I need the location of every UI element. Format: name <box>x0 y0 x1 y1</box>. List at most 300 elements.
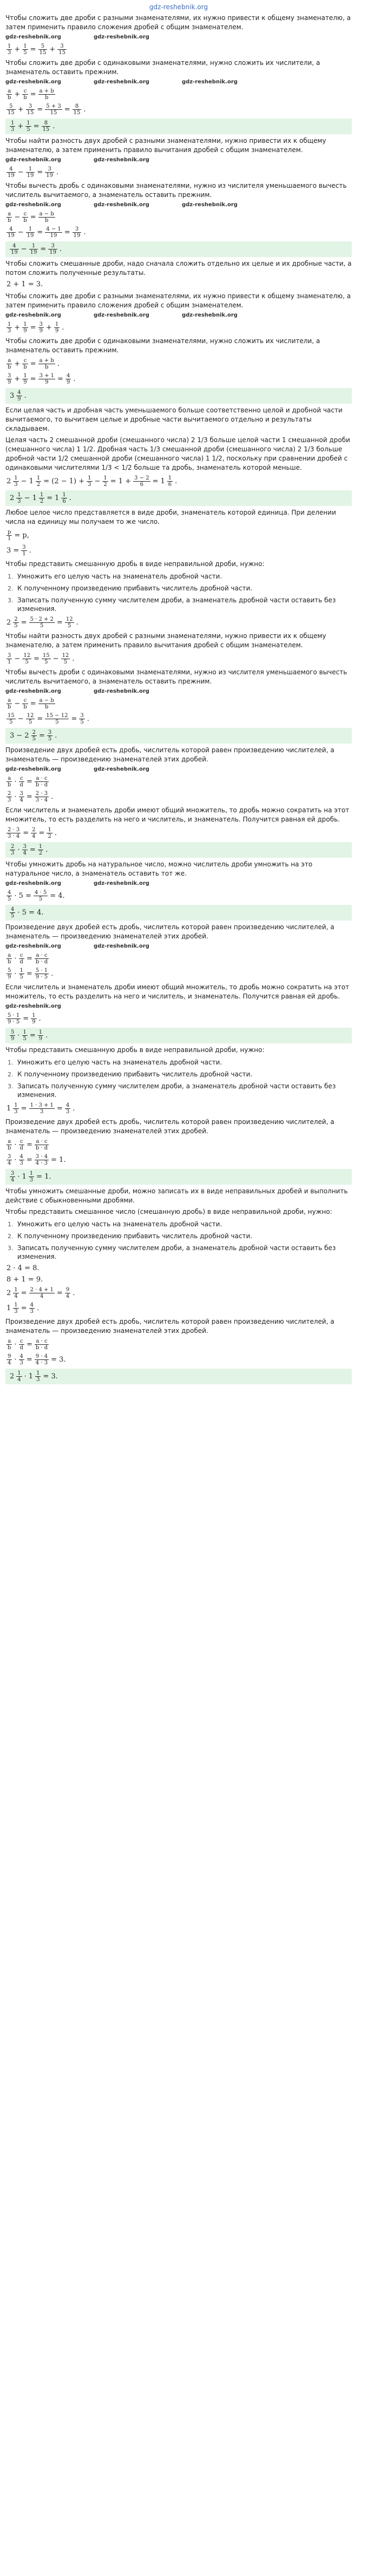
formula-text: = <box>21 619 27 627</box>
formula-text: = <box>21 1304 27 1312</box>
formula-text: = <box>37 106 43 114</box>
rule-paragraph: Чтобы вычесть дроби с одинаковыми знаменателями, нужно из числителя уменьшаемого вычесть числитель вычитаемого, а знаменатель оставить прежним. <box>5 668 347 685</box>
formula-text: − <box>24 494 30 502</box>
fraction <box>10 243 19 255</box>
denominator: 5 <box>11 913 15 919</box>
numerator: a <box>6 1139 12 1145</box>
numerator: a − b <box>39 698 54 704</box>
formula-text: − <box>17 168 24 176</box>
fraction <box>22 844 28 856</box>
numerator: 3 <box>23 844 27 850</box>
formula-text: . <box>76 619 78 627</box>
step-item: 2. К полученному произведению прибавить числитель дробной части. <box>15 1232 352 1240</box>
rule-paragraph: Чтобы представить смешанное число (смешанную дробь) в виде неправильной дроби, нужно: <box>5 1208 332 1215</box>
denominator: b <box>23 364 27 370</box>
formula-text: − <box>21 477 27 485</box>
formula-text: . <box>55 732 57 740</box>
numerator: a <box>6 1338 12 1345</box>
fraction <box>6 713 16 725</box>
fraction <box>35 1353 49 1366</box>
rule-paragraph: Чтобы сложить две дроби с разными знаменателями, их нужно привести к общему знаменателю, а затем применить правило сложения дробей с общим знаменателем. <box>5 14 351 31</box>
formula-text: + <box>45 324 52 332</box>
numerator: a <box>6 952 12 959</box>
answer-formula <box>5 490 352 506</box>
formula-line <box>5 1264 352 1273</box>
fraction <box>13 475 18 488</box>
fraction <box>133 475 150 488</box>
fraction <box>31 827 36 839</box>
fraction <box>6 698 12 710</box>
denominator: 9 · 5 <box>35 974 48 980</box>
formula-text: − <box>14 213 21 221</box>
numerator: c <box>22 698 28 704</box>
denominator: 4 <box>8 1160 11 1166</box>
numerator: 4 <box>19 1353 23 1359</box>
denominator: 19 <box>8 233 15 239</box>
formula-text: · <box>14 1141 17 1149</box>
denominator: 9 <box>8 974 11 980</box>
fraction <box>42 120 51 133</box>
formula-text: 1 <box>160 477 165 485</box>
fraction <box>6 968 12 980</box>
formula-text: + <box>14 324 21 332</box>
watermark-line <box>5 1003 352 1010</box>
fraction <box>48 243 57 255</box>
formula-text: − <box>17 715 24 723</box>
fraction <box>19 1338 24 1351</box>
denominator: b <box>8 704 11 710</box>
fraction <box>16 492 22 504</box>
denominator: 2 <box>48 833 51 839</box>
denominator: 3 <box>11 127 15 133</box>
formula-line <box>5 713 352 725</box>
numerator: 2 <box>32 827 36 833</box>
numerator: 2 <box>14 616 18 622</box>
rule-paragraph: Целая часть 2 смешанной дроби (смешанного числа) 2 1/3 больше целой части 1 смешанной дроби (смешанного числа) 1 1/2. Дробная часть 1/3 смешанной дроби (смешанного числа) 2 1/3 больше дробной части 1/2 смешанной дроби (смешанного числа) 1 1/2, поскольку при сравнении дробей с одинаковыми числителями 1/3 < 1/2 больше та дробь, знаменатель которой меньше. <box>5 436 350 471</box>
numerator: 4 <box>65 1102 70 1108</box>
numerator: 1 <box>29 243 38 249</box>
watermark-line <box>5 880 352 887</box>
denominator: 4 · 3 <box>35 1360 48 1366</box>
denominator: 9 <box>39 328 43 334</box>
answer-formula <box>5 728 352 744</box>
formula-text: 2 + 1 = 3. <box>6 280 43 288</box>
formula-text: = <box>37 168 43 176</box>
fraction <box>38 211 55 224</box>
fraction <box>65 1287 70 1299</box>
fraction <box>79 713 84 725</box>
formula-text: − <box>21 245 27 253</box>
formula-text: · <box>14 955 17 963</box>
numerator: 3 <box>73 226 82 233</box>
formula-text: = <box>34 655 40 663</box>
numerator: 2 <box>32 730 36 735</box>
denominator: 15 <box>58 50 65 56</box>
denominator: 5 <box>48 736 52 742</box>
numerator: 1 <box>62 492 66 498</box>
fraction <box>42 653 51 665</box>
numerator: c <box>19 1338 24 1345</box>
numerator: 1 <box>14 1102 18 1108</box>
fraction <box>13 1287 18 1299</box>
fraction <box>6 1139 12 1151</box>
denominator: b <box>44 218 49 224</box>
formula-line <box>5 776 352 788</box>
formula-text: = <box>47 494 53 502</box>
numerator: 1 <box>168 475 172 481</box>
denominator: 15 <box>42 127 50 133</box>
denominator: 15 <box>50 110 57 116</box>
numerator: 4 − 1 <box>46 226 61 232</box>
fraction <box>6 103 16 116</box>
formula-text: . <box>29 547 31 555</box>
numerator: 1 <box>23 43 27 49</box>
denominator: b · d <box>35 1345 48 1351</box>
denominator: 5 <box>63 659 68 665</box>
answer-formula <box>5 905 352 921</box>
fraction <box>10 1171 15 1183</box>
answer-formula <box>5 241 352 257</box>
denominator: 2 <box>36 482 41 488</box>
numerator: 3 <box>26 103 35 110</box>
fraction <box>6 1154 12 1166</box>
numerator: p <box>8 529 11 535</box>
numerator: c <box>19 1139 24 1145</box>
numerator: 1 <box>14 475 18 481</box>
numerator: 4 <box>19 1154 23 1160</box>
formula-line <box>5 166 352 179</box>
rule-paragraph: Если числитель и знаменатель дроби имеют общий множитель, то дробь можно сократить на этот множитель, то есть разделить на него и числитель, и знаменатель. Получится равная ей дробь. <box>5 983 350 1000</box>
numerator: 3 <box>45 166 54 173</box>
formula-text: = <box>30 360 36 368</box>
denominator: 19 <box>30 249 37 255</box>
numerator: 1 <box>38 1029 43 1035</box>
formula-text: = <box>37 228 43 236</box>
numerator: 3 <box>39 321 43 327</box>
formula-text: · <box>14 793 17 801</box>
numerator: a · c <box>35 776 49 782</box>
denominator: 3 <box>11 850 15 856</box>
denominator: 5 <box>38 896 43 902</box>
formula-text: − <box>52 655 59 663</box>
formula-text: = <box>21 1289 27 1297</box>
denominator: b <box>8 782 11 788</box>
denominator: b <box>44 704 49 710</box>
fraction <box>6 952 12 965</box>
formula-text: = 3. <box>51 1356 66 1364</box>
denominator: b <box>23 218 27 224</box>
rule-paragraph: Чтобы представить смешанную дробь в виде неправильной дроби, нужно: <box>5 1046 265 1054</box>
formula-text: = <box>30 700 36 708</box>
formula-line <box>5 544 352 557</box>
formula-text: = 3. <box>43 1372 58 1381</box>
denominator: 4 <box>65 1293 70 1299</box>
formula-text: · <box>17 846 20 854</box>
numerator: 5 · 1 <box>35 968 48 974</box>
denominator: b · d <box>35 782 48 788</box>
formula-text: . <box>73 1289 75 1297</box>
formula-text: = <box>38 829 45 837</box>
denominator: d <box>19 782 23 788</box>
fraction <box>22 43 28 56</box>
formula-line <box>5 529 352 542</box>
numerator: a + b <box>39 88 54 94</box>
numerator: 2 · 3 <box>8 827 20 833</box>
numerator: 3 <box>22 544 26 550</box>
site-header[interactable]: gdz-reshebnik.org <box>149 3 208 11</box>
formula-text: . <box>36 1304 40 1312</box>
fraction <box>45 103 62 116</box>
formula-text: = <box>33 122 40 130</box>
formula-text: − <box>94 477 101 485</box>
rule-paragraph: Чтобы вычесть дробь с одинаковыми знаменателями, нужно из числителя уменьшаемого вычесть числитель вычитаемого, а знаменатель оставить прежним. <box>5 182 347 199</box>
watermark: gdz-reshebnik.org <box>5 1003 61 1009</box>
formula-text: = <box>26 970 32 978</box>
formula-text: 1 <box>22 1173 27 1181</box>
denominator: 4 · 3 <box>35 1160 48 1166</box>
formula-text: . <box>57 360 60 368</box>
fraction <box>22 321 28 334</box>
fraction <box>19 952 24 965</box>
fraction <box>38 698 55 710</box>
formula-text: = p, <box>14 531 29 540</box>
fraction <box>6 890 12 902</box>
numerator: 1 <box>23 373 27 379</box>
numerator: 1 <box>55 321 59 327</box>
formula-text: + <box>17 122 24 130</box>
step-item: 3. Записать полученную сумму числителем дроби, а знаменатель дробной части оставить без изменения. <box>15 1082 352 1099</box>
watermark: gdz-reshebnik.org <box>93 79 149 85</box>
formula-text: 2 <box>24 732 29 740</box>
numerator: 1 <box>26 166 35 173</box>
formula-text: . <box>54 829 57 837</box>
fraction <box>10 1029 15 1042</box>
fraction <box>29 616 55 629</box>
numerator: 4 <box>6 226 16 233</box>
fraction <box>26 226 35 239</box>
formula-text: = <box>26 1156 32 1164</box>
numerator: 9 · 4 <box>35 1353 48 1359</box>
fraction <box>29 1302 35 1315</box>
denominator: 5 <box>14 623 18 629</box>
fraction <box>29 1171 34 1183</box>
fraction <box>21 544 27 557</box>
denominator: 9 <box>55 328 59 334</box>
rule-paragraph: Произведение двух дробей есть дробь, числитель которой равен произведению числителей, а знаменатель — произведению знаменателей этих дробей. <box>5 1118 334 1135</box>
watermark: gdz-reshebnik.org <box>93 202 149 208</box>
fraction <box>45 226 62 239</box>
formula-text: . <box>73 375 76 383</box>
formula-line <box>5 88 352 101</box>
formula-text: = 1. <box>51 1156 66 1164</box>
watermark: gdz-reshebnik.org <box>5 766 61 772</box>
solution-content <box>5 14 352 1384</box>
numerator: a <box>6 776 12 782</box>
fraction <box>38 1029 43 1042</box>
rule-paragraph: Любое целое число представляется в виде дроби, знаменатель которой единица. При делении числа на единицу мы получаем то же число. <box>5 509 336 525</box>
fraction <box>6 1013 21 1025</box>
fraction <box>35 1370 41 1383</box>
fraction <box>35 968 49 980</box>
fraction <box>35 776 49 788</box>
formula-text: + <box>49 45 56 54</box>
denominator: 15 <box>73 110 81 116</box>
rule-paragraph: Если числитель и знаменатель дроби имеют общий множитель, то дробь можно сократить на этот множитель, то есть разделить на него и числитель, и знаменатель. Получится равная ей дробь. <box>5 806 350 823</box>
denominator: 15 <box>8 110 15 116</box>
denominator: 5 <box>23 50 27 56</box>
fraction <box>19 968 24 980</box>
formula-text: = <box>23 829 29 837</box>
denominator: 4 <box>32 833 36 839</box>
denominator: 19 <box>49 249 57 255</box>
numerator: 5 <box>11 1029 15 1035</box>
numerator: 3 <box>8 653 11 659</box>
step-item: 1. Умножить его целую часть на знаменатель дробной части. <box>15 1220 352 1228</box>
numerator: 5 <box>8 968 11 974</box>
fraction <box>6 776 12 788</box>
denominator: 9 <box>11 1036 15 1042</box>
formula-line <box>5 1287 352 1299</box>
formula-text: = <box>29 1031 36 1040</box>
numerator: 4 <box>11 906 15 912</box>
fraction <box>19 776 24 788</box>
formula-text: = <box>64 228 70 236</box>
formula-line <box>5 226 352 239</box>
formula-line <box>5 373 352 385</box>
numerator: 3 <box>8 1154 11 1160</box>
fraction <box>16 1370 22 1383</box>
watermark: gdz-reshebnik.org <box>5 880 61 886</box>
denominator: 6 <box>62 498 66 504</box>
denominator: b <box>44 364 49 370</box>
numerator: 12 <box>62 653 69 659</box>
fraction <box>26 103 35 116</box>
numerator: 8 <box>73 103 82 110</box>
numerator: 1 <box>8 43 11 49</box>
formula-text: . <box>87 715 89 723</box>
numerator: 1 <box>40 492 44 498</box>
fraction <box>6 827 21 839</box>
formula-text: · <box>14 778 17 786</box>
watermark: gdz-reshebnik.org <box>93 688 149 694</box>
denominator: 2 <box>40 498 44 504</box>
formula-text: 2 · 4 = 8. <box>6 1264 40 1272</box>
fraction <box>87 475 92 488</box>
watermark: gdz-reshebnik.org <box>93 34 149 40</box>
formula-text: . <box>72 655 75 663</box>
formula-text: 1 <box>28 1372 34 1381</box>
formula-text: = 1 + <box>110 477 132 485</box>
denominator: 9 <box>23 328 27 334</box>
fraction <box>22 211 28 224</box>
formula-text: . <box>45 1031 48 1040</box>
formula-text: 2 <box>6 477 11 485</box>
formula-text: = <box>56 1289 63 1297</box>
denominator: 5 <box>27 127 30 133</box>
numerator: 1 <box>11 120 15 126</box>
fraction <box>35 952 49 965</box>
numerator: a <box>6 698 12 704</box>
formula-line <box>5 1302 352 1315</box>
formula-text: . <box>175 477 178 485</box>
formula-text: = 4. <box>50 892 65 900</box>
denominator: d <box>19 1145 23 1151</box>
denominator: 3 <box>29 1177 34 1183</box>
formula-text: = <box>71 715 77 723</box>
formula-line <box>5 1013 352 1025</box>
steps-list <box>5 1220 352 1261</box>
denominator: b <box>23 95 27 101</box>
fraction <box>6 166 16 179</box>
formula-text: 1 <box>32 494 37 502</box>
formula-line <box>5 1102 352 1115</box>
fraction <box>31 730 37 742</box>
denominator: 6 <box>140 482 144 488</box>
fraction <box>65 1102 70 1115</box>
formula-text: · <box>14 970 17 978</box>
formula-line <box>5 280 352 289</box>
formula-line <box>5 358 352 370</box>
denominator: 3 <box>8 797 11 803</box>
rule-paragraph: Чтобы умножить дробь на натуральное число, можно числитель дроби умножить на это натуральное число, а знаменатель оставить тот же. <box>5 860 313 877</box>
denominator: 5 <box>80 719 84 725</box>
formula-text: 2 <box>6 1289 11 1297</box>
formula-text: . <box>51 793 54 801</box>
formula-text: · <box>14 1340 17 1349</box>
denominator: 3 · 4 <box>35 797 48 803</box>
numerator: 3 <box>19 791 23 797</box>
answer-formula <box>5 388 352 404</box>
denominator: 5 <box>19 974 23 980</box>
formula-text: 2 <box>10 494 15 502</box>
denominator: 9 <box>32 1019 36 1025</box>
numerator: 12 <box>23 653 31 659</box>
watermark: gdz-reshebnik.org <box>5 157 61 163</box>
numerator: 3 <box>48 243 57 249</box>
formula-text: 1 <box>55 494 60 502</box>
formula-text: = <box>30 213 36 221</box>
watermark: gdz-reshebnik.org <box>93 312 149 318</box>
denominator: 19 <box>50 233 57 239</box>
answer-formula <box>5 842 352 858</box>
formula-text: . <box>73 1105 75 1113</box>
fraction <box>45 166 54 179</box>
denominator: 15 <box>39 50 47 56</box>
denominator: 5 <box>23 1036 27 1042</box>
fraction <box>6 88 12 101</box>
rule-paragraph: Если целая часть и дробная часть уменьшаемого больше соответственно целой и дробной части вычитаемого, то вычитаем целые и дробные части вычитаемого отдельно и результаты складываем. <box>5 406 343 432</box>
numerator: 4 <box>17 390 21 396</box>
rule-paragraph: Чтобы сложить две дроби с разными знаменателями, их нужно привести к общему знаменателю, а затем применить правило сложения дробей с общим знаменателем. <box>5 292 351 309</box>
denominator: 3 <box>19 1160 23 1166</box>
fraction <box>38 844 43 856</box>
denominator: b <box>23 704 27 710</box>
denominator: 3 · 4 <box>8 833 20 839</box>
formula-text: . <box>52 122 55 130</box>
denominator: b <box>8 364 11 370</box>
numerator: 5 + 3 <box>46 103 61 109</box>
formula-text: = <box>37 715 43 723</box>
formula-text: = <box>30 375 36 383</box>
fraction <box>167 475 173 488</box>
fraction <box>35 1139 49 1151</box>
fraction <box>26 713 35 725</box>
rule-paragraph: Чтобы сложить две дроби с одинаковыми знаменателями, нужно сложить их числители, а знаменатель оставить прежним. <box>5 337 320 354</box>
answer-formula <box>5 1028 352 1043</box>
numerator: 15 <box>42 653 50 659</box>
denominator: 4 <box>11 1177 15 1183</box>
denominator: 9 <box>45 379 49 385</box>
